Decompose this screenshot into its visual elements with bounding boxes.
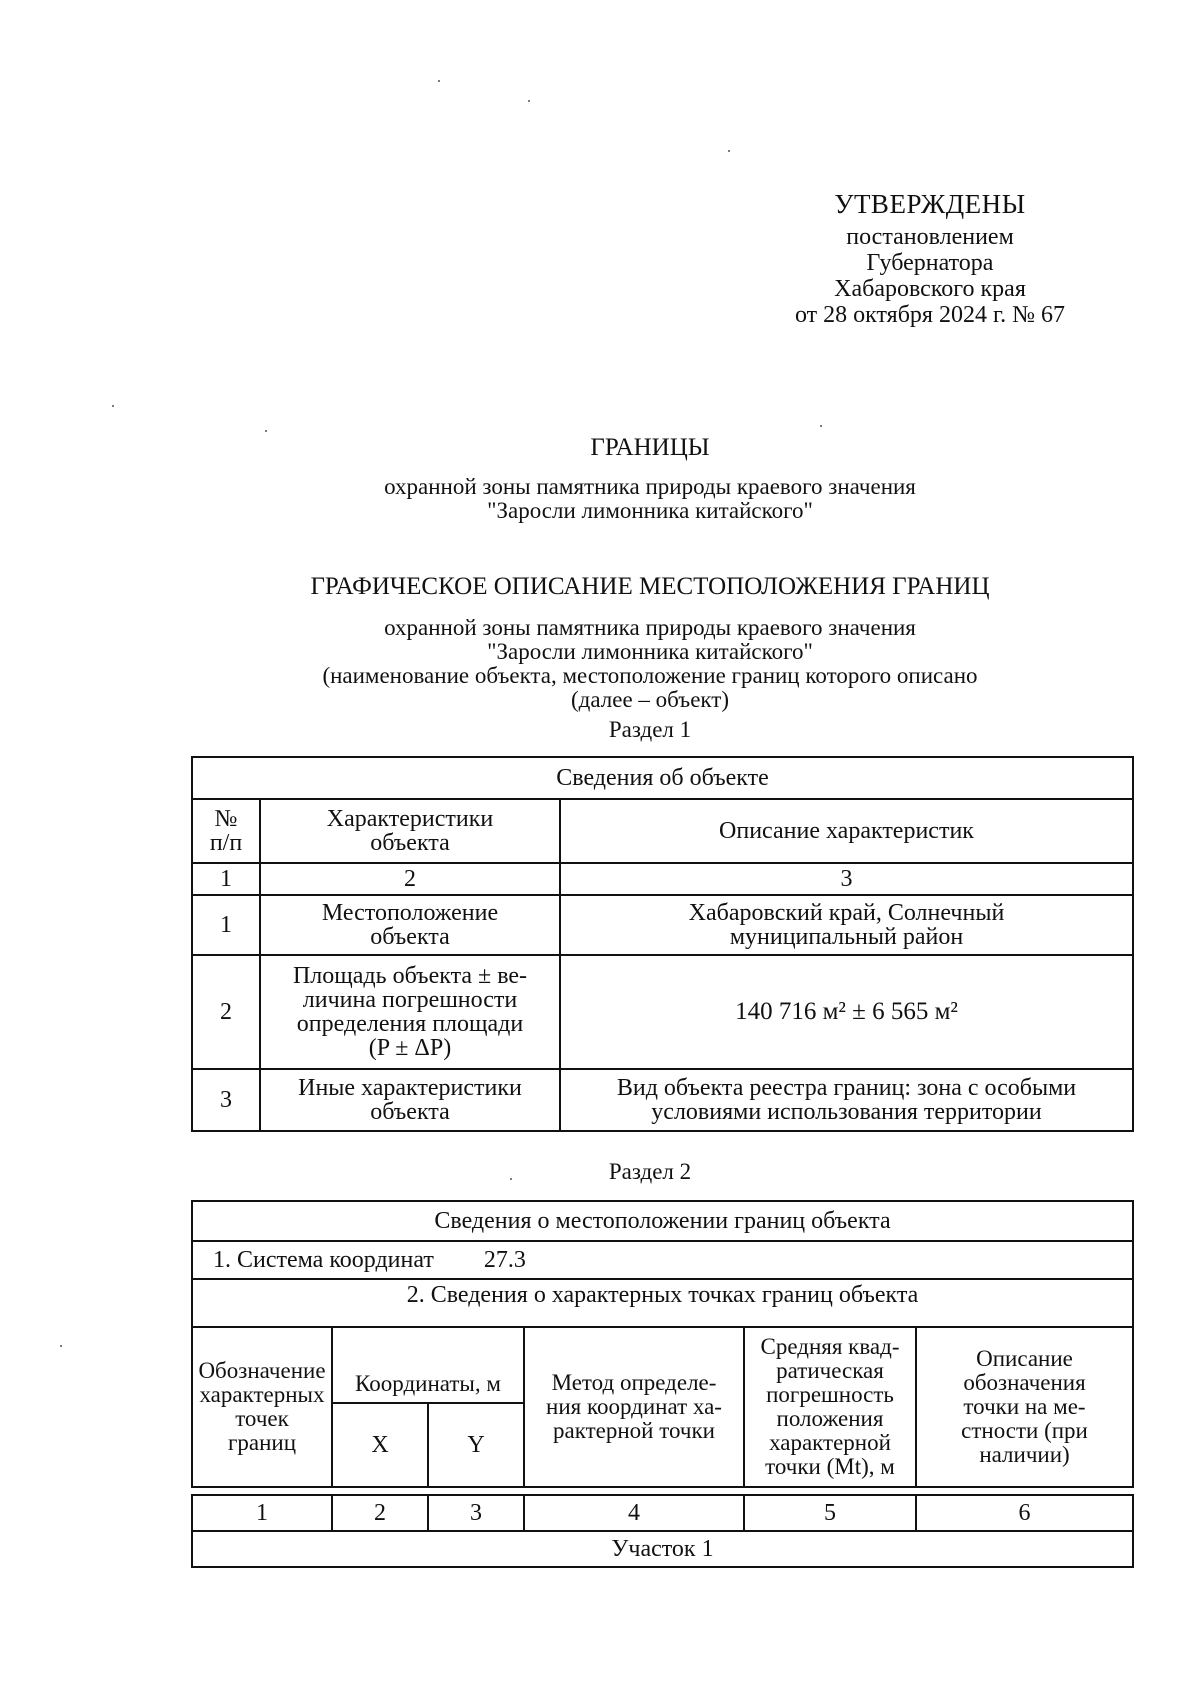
characteristic-value: Вид объекта реестра границ: зона с особыми условиями использования территории bbox=[560, 1069, 1133, 1131]
scan-speck bbox=[820, 425, 822, 427]
table-title: Сведения о местоположении границ объекта bbox=[192, 1201, 1133, 1241]
graphic-subtitle: (наименование объекта, местоположение границ которого описано bbox=[322, 663, 978, 688]
row-number: 1 bbox=[192, 895, 260, 955]
column-number: 3 bbox=[428, 1495, 524, 1531]
column-number: 3 bbox=[560, 863, 1133, 895]
row-number: 3 bbox=[192, 1069, 260, 1131]
approval-stamp bbox=[740, 188, 1120, 328]
column-number: 1 bbox=[192, 1495, 332, 1531]
column-number: 2 bbox=[332, 1495, 428, 1531]
scan-speck bbox=[438, 80, 440, 82]
column-number: 1 bbox=[192, 863, 260, 895]
column-header-number: № п/п bbox=[192, 799, 260, 863]
scan-speck bbox=[265, 430, 267, 432]
column-header-method: Метод определе- ния координат ха- рактерной точки bbox=[524, 1327, 744, 1487]
approval-line: Губернатора bbox=[866, 250, 994, 276]
column-number: 4 bbox=[524, 1495, 744, 1531]
section1-label: Раздел 1 bbox=[608, 717, 692, 742]
characteristic-value: 140 716 м² ± 6 565 м² bbox=[560, 955, 1133, 1069]
graphic-title: ГРАФИЧЕСКОЕ ОПИСАНИЕ МЕСТОПОЛОЖЕНИЯ ГРАНИЦ bbox=[310, 573, 990, 600]
characteristic-name: Местоположение объекта bbox=[260, 895, 560, 955]
column-number: 6 bbox=[916, 1495, 1133, 1531]
column-header-description: Описание характеристик bbox=[560, 799, 1133, 863]
row-number: 2 bbox=[192, 955, 260, 1069]
table-row bbox=[192, 1069, 1133, 1131]
boundary-location-table bbox=[191, 1200, 1134, 1568]
approval-line: постановлением bbox=[846, 224, 1014, 250]
section2-label: Раздел 2 bbox=[608, 1159, 692, 1184]
table-row bbox=[192, 955, 1133, 1069]
scan-speck bbox=[60, 1345, 62, 1347]
heading-title: ГРАНИЦЫ bbox=[590, 434, 710, 461]
column-header-characteristics: Характеристики объекта bbox=[260, 799, 560, 863]
scan-speck bbox=[728, 150, 730, 152]
object-info-table bbox=[191, 756, 1134, 1132]
points-subtitle: 2. Сведения о характерных точках границ объекта bbox=[192, 1279, 1133, 1327]
column-header-y: Y bbox=[428, 1403, 524, 1487]
approval-line: Хабаровского края bbox=[834, 276, 1026, 302]
graphic-description-heading bbox=[175, 572, 1125, 712]
table-title: Сведения об объекте bbox=[192, 757, 1133, 799]
approval-title: УТВЕРЖДЕНЫ bbox=[834, 189, 1026, 219]
column-header-point-description: Описание обозначения точки на ме- стности (при наличии) bbox=[916, 1327, 1133, 1487]
scan-speck bbox=[528, 100, 530, 102]
approval-date: от 28 октября 2024 г. № 67 bbox=[794, 302, 1065, 328]
coordinate-system-value: 27.3 bbox=[483, 1247, 526, 1273]
graphic-subtitle: охранной зоны памятника природы краевого значения bbox=[384, 615, 916, 640]
heading-subtitle: "Заросли лимонника китайского" bbox=[487, 498, 813, 523]
column-header-mean-error: Средняя квад- ратическая погрешность положения характерной точки (Mt), м bbox=[744, 1327, 916, 1487]
characteristic-value: Хабаровский край, Солнечный муниципальный район bbox=[560, 895, 1133, 955]
area-label: Участок 1 bbox=[192, 1531, 1133, 1567]
scan-speck bbox=[112, 405, 114, 407]
heading-subtitle: охранной зоны памятника природы краевого значения bbox=[384, 474, 916, 499]
column-number: 5 bbox=[744, 1495, 916, 1531]
column-header-designation: Обозначение характерных точек границ bbox=[192, 1327, 332, 1487]
column-header-x: X bbox=[332, 1403, 428, 1487]
graphic-subtitle: "Заросли лимонника китайского" bbox=[487, 639, 813, 664]
table-row bbox=[192, 895, 1133, 955]
graphic-subtitle: (далее – объект) bbox=[571, 687, 729, 712]
characteristic-name: Иные характеристики объекта bbox=[260, 1069, 560, 1131]
document-heading bbox=[175, 433, 1125, 523]
characteristic-name: Площадь объекта ± ве- личина погрешности определения площади (P ± ΔP) bbox=[260, 955, 560, 1069]
column-number: 2 bbox=[260, 863, 560, 895]
column-header-coordinates: Координаты, м bbox=[332, 1327, 524, 1403]
coordinate-system-label: 1. Система координат bbox=[213, 1247, 434, 1273]
coordinate-system bbox=[192, 1241, 1133, 1279]
